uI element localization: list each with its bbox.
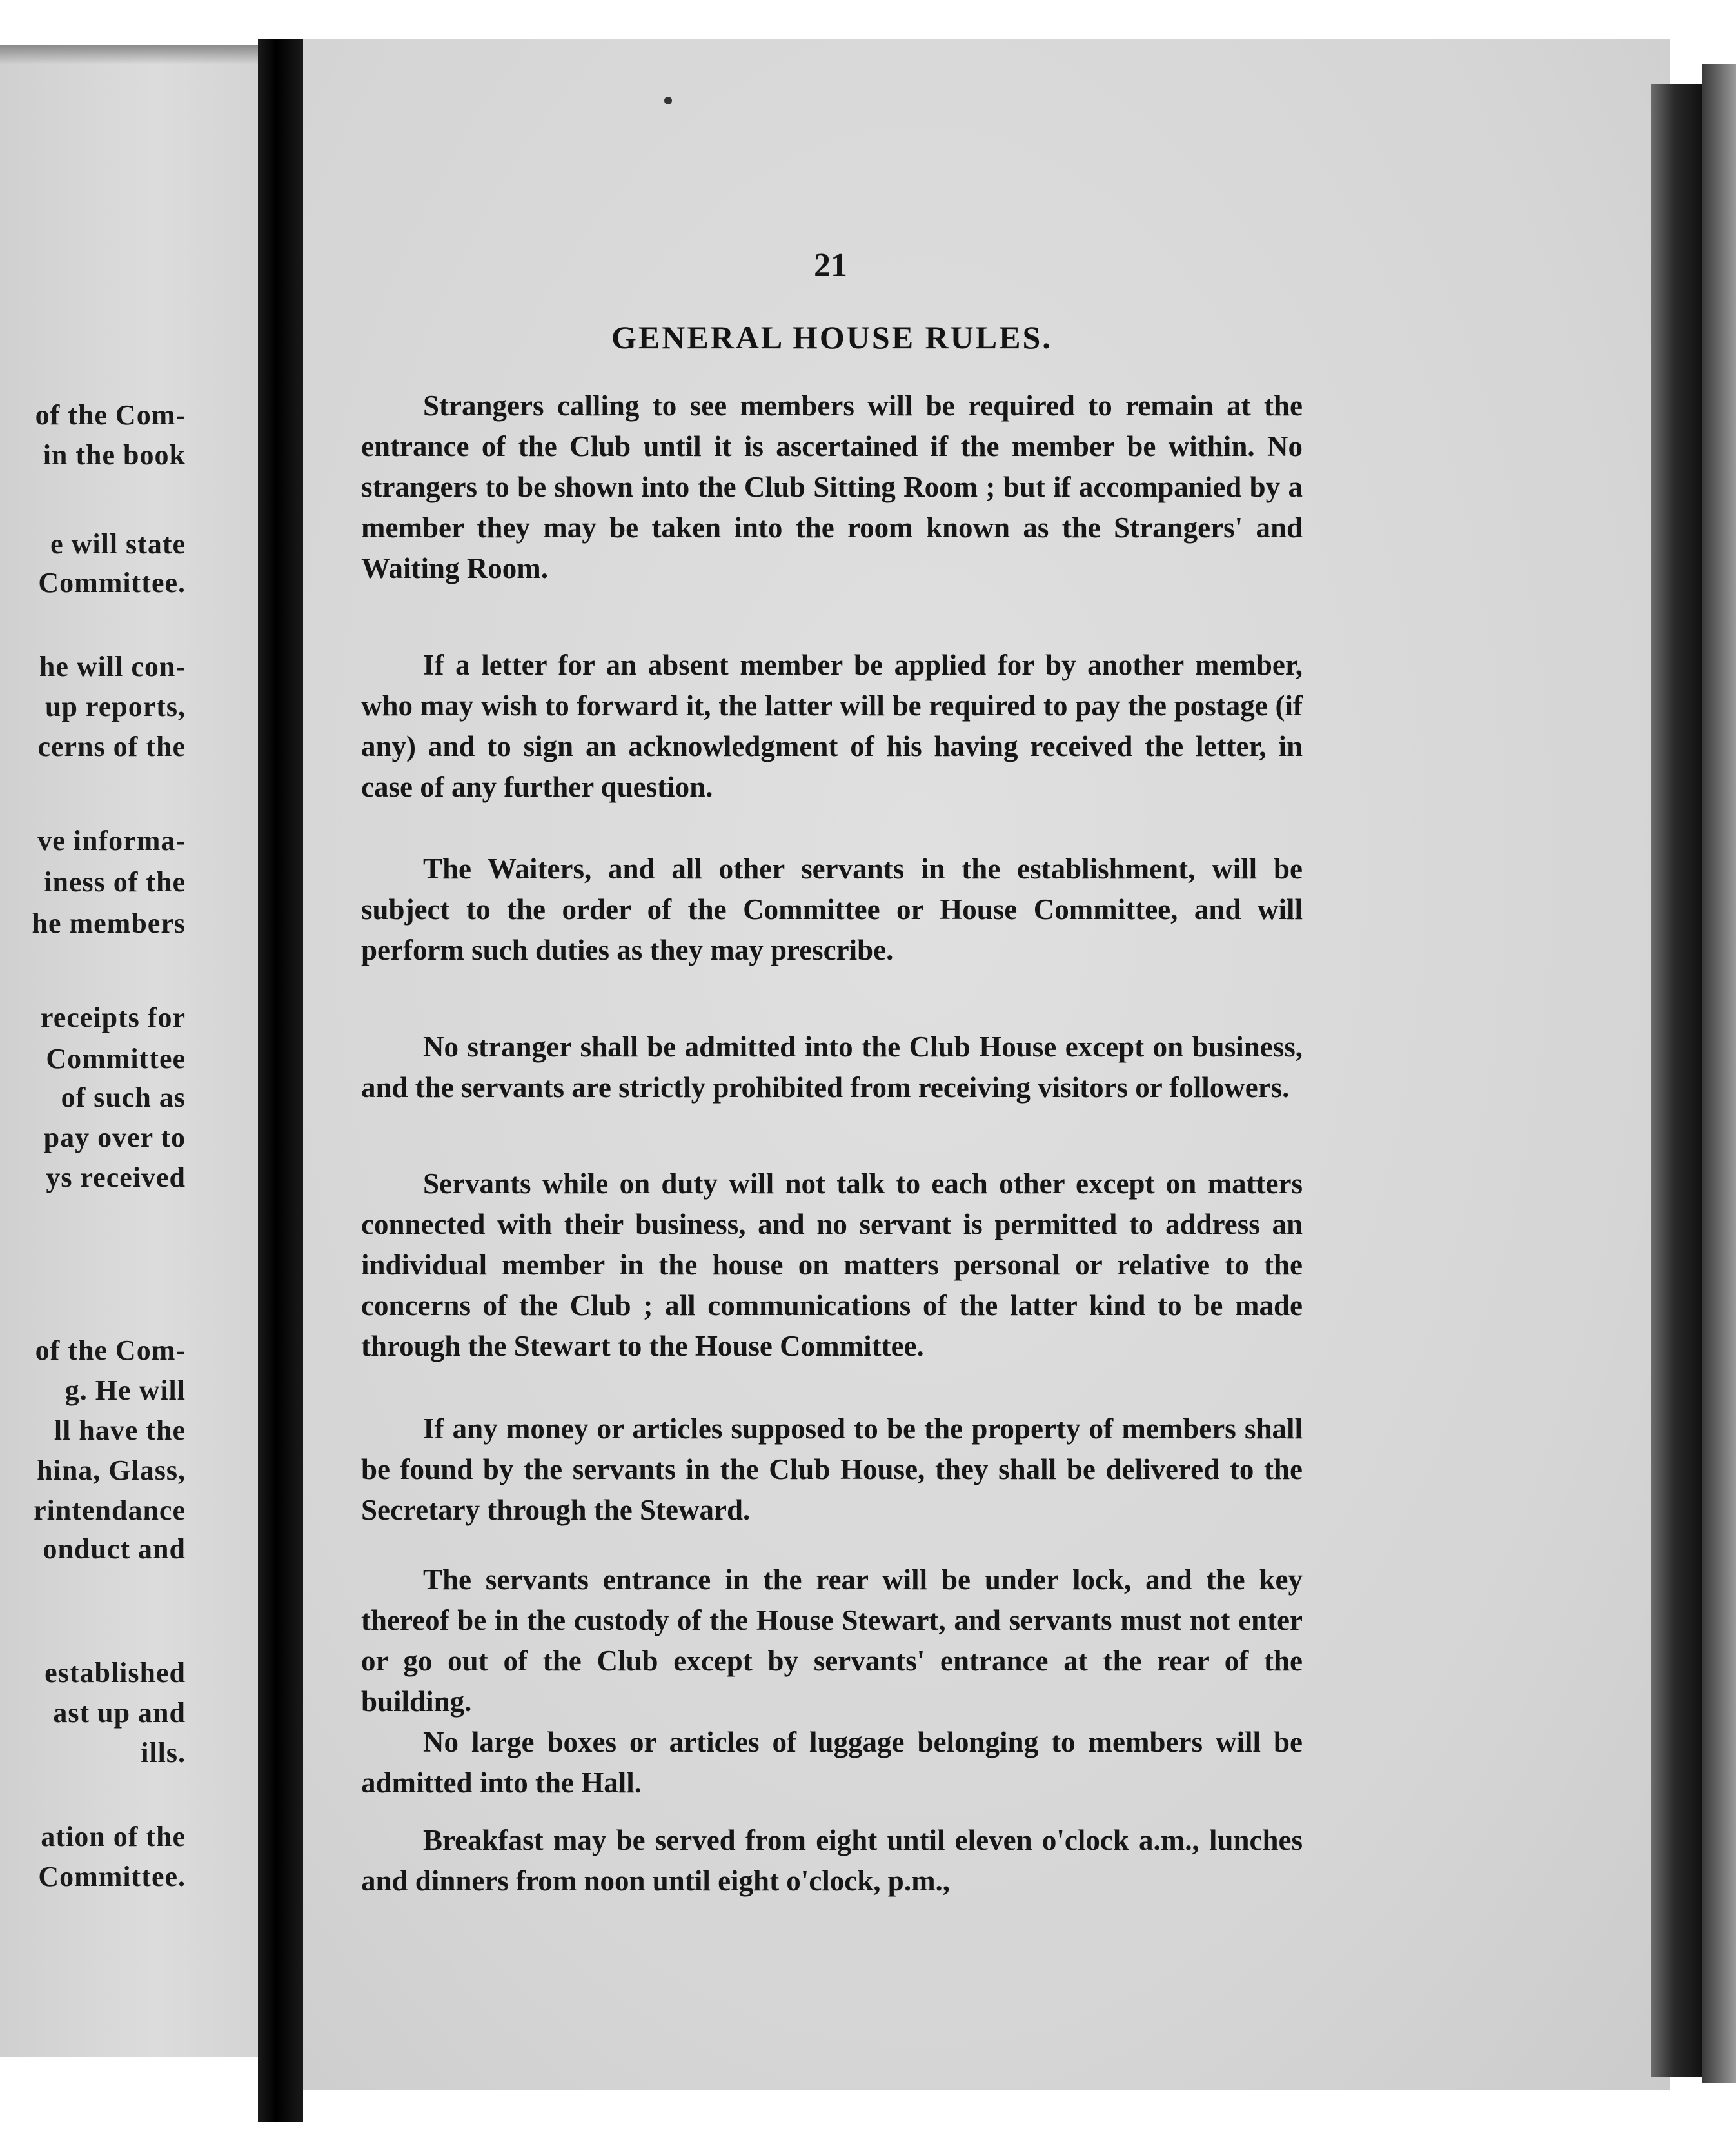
rules-paragraph <box>361 1560 1303 1722</box>
left-line: up reports, <box>45 691 186 722</box>
left-page-text <box>0 45 258 2057</box>
rules-paragraph <box>361 1164 1303 1367</box>
ink-speck <box>664 97 672 104</box>
left-line: receipts for <box>41 1002 186 1033</box>
left-line: of such as <box>61 1082 186 1113</box>
left-line: hina, Glass, <box>37 1454 186 1486</box>
left-line: in the book <box>43 439 186 471</box>
paragraph-letters: If a letter for an absent member be applied for by another member, who may wish to forward it, the latter will be required to pay the postage (if any) and to sign an acknowledgment of his having received the letter, in case of any further question. <box>361 649 1303 803</box>
paragraph-no-stranger: No stranger shall be admitted into the Club House except on business, and the servants are strictly prohibited from receiving visitors or followers. <box>361 1031 1303 1104</box>
right-page-edge-highlight <box>1702 64 1736 2083</box>
left-line: of the Com- <box>35 399 186 431</box>
left-line: Committee. <box>38 1861 186 1892</box>
paragraph-luggage: No large boxes or articles of luggage belonging to members will be admitted into the Hall. <box>361 1726 1303 1799</box>
left-line: ys received <box>46 1162 186 1193</box>
paragraph-waiters: The Waiters, and all other servants in the establishment, will be subject to the order of the Committee or House Committee, and will perform such duties as they may prescribe. <box>361 853 1303 966</box>
left-line: he members <box>32 907 186 939</box>
left-line: of the Com- <box>35 1334 186 1366</box>
book-gutter <box>258 39 303 2122</box>
left-line: ll have the <box>54 1414 186 1446</box>
rules-paragraph <box>361 386 1303 589</box>
paragraph-servants-duty: Servants while on duty will not talk to each other except on matters connected with their business, and no servant is permitted to address an individual member in the house on matters personal or relative to the concerns of the Club ; all communications of the latter kind to be made through the Stewart to the House Committee. <box>361 1167 1303 1362</box>
left-line: cerns of the <box>37 731 186 762</box>
left-page <box>0 45 262 2057</box>
bottom-margin <box>303 2090 1736 2131</box>
page-number: 21 <box>814 247 847 284</box>
left-line: ve informa- <box>37 825 186 857</box>
rules-paragraph <box>361 849 1303 971</box>
left-line: Committee. <box>38 567 186 599</box>
paragraph-strangers: Strangers calling to see members will be required to remain at the entrance of the Club until it is ascertained if the member be within. No strangers to be shown into the Club Sitting Room ; but if accompanied by a member they may be taken into the room known as the Strangers' and Waiting Room. <box>361 390 1303 584</box>
left-line: Committee <box>46 1043 186 1075</box>
paragraph-meals: Breakfast may be served from eight until eleven o'clock a.m., lunches and dinners from noon until eight o'clock, p.m., <box>361 1824 1303 1897</box>
left-line: established <box>44 1657 186 1689</box>
rules-paragraph <box>361 1027 1303 1108</box>
paragraph-servants-entrance: The servants entrance in the rear will be under lock, and the key thereof be in the custody of the House Stewart, and servants must not enter or go out of the Club except by servants' entrance at the rear of the building. <box>361 1563 1303 1718</box>
rules-paragraph <box>361 1409 1303 1531</box>
left-line: rintendance <box>34 1494 186 1526</box>
rules-paragraph <box>361 645 1303 808</box>
left-line: g. He will <box>64 1374 186 1406</box>
left-line: iness of the <box>44 866 186 898</box>
paragraph-found-property: If any money or articles supposed to be the property of members shall be found by the servants in the Club House, they shall be delivered to the Secretary through the Steward. <box>361 1412 1303 1526</box>
left-line: onduct and <box>43 1533 186 1565</box>
page-title: GENERAL HOUSE RULES. <box>611 319 1052 355</box>
rules-paragraph <box>361 1820 1303 1901</box>
rules-paragraph <box>361 1722 1303 1803</box>
right-page-edge <box>1651 84 1702 2077</box>
left-line: ation of the <box>41 1821 186 1852</box>
left-line: ast up and <box>53 1697 186 1729</box>
left-line: pay over to <box>43 1122 186 1153</box>
left-line: ills. <box>141 1737 186 1769</box>
left-line: e will state <box>50 528 186 560</box>
left-line: he will con- <box>39 651 186 682</box>
